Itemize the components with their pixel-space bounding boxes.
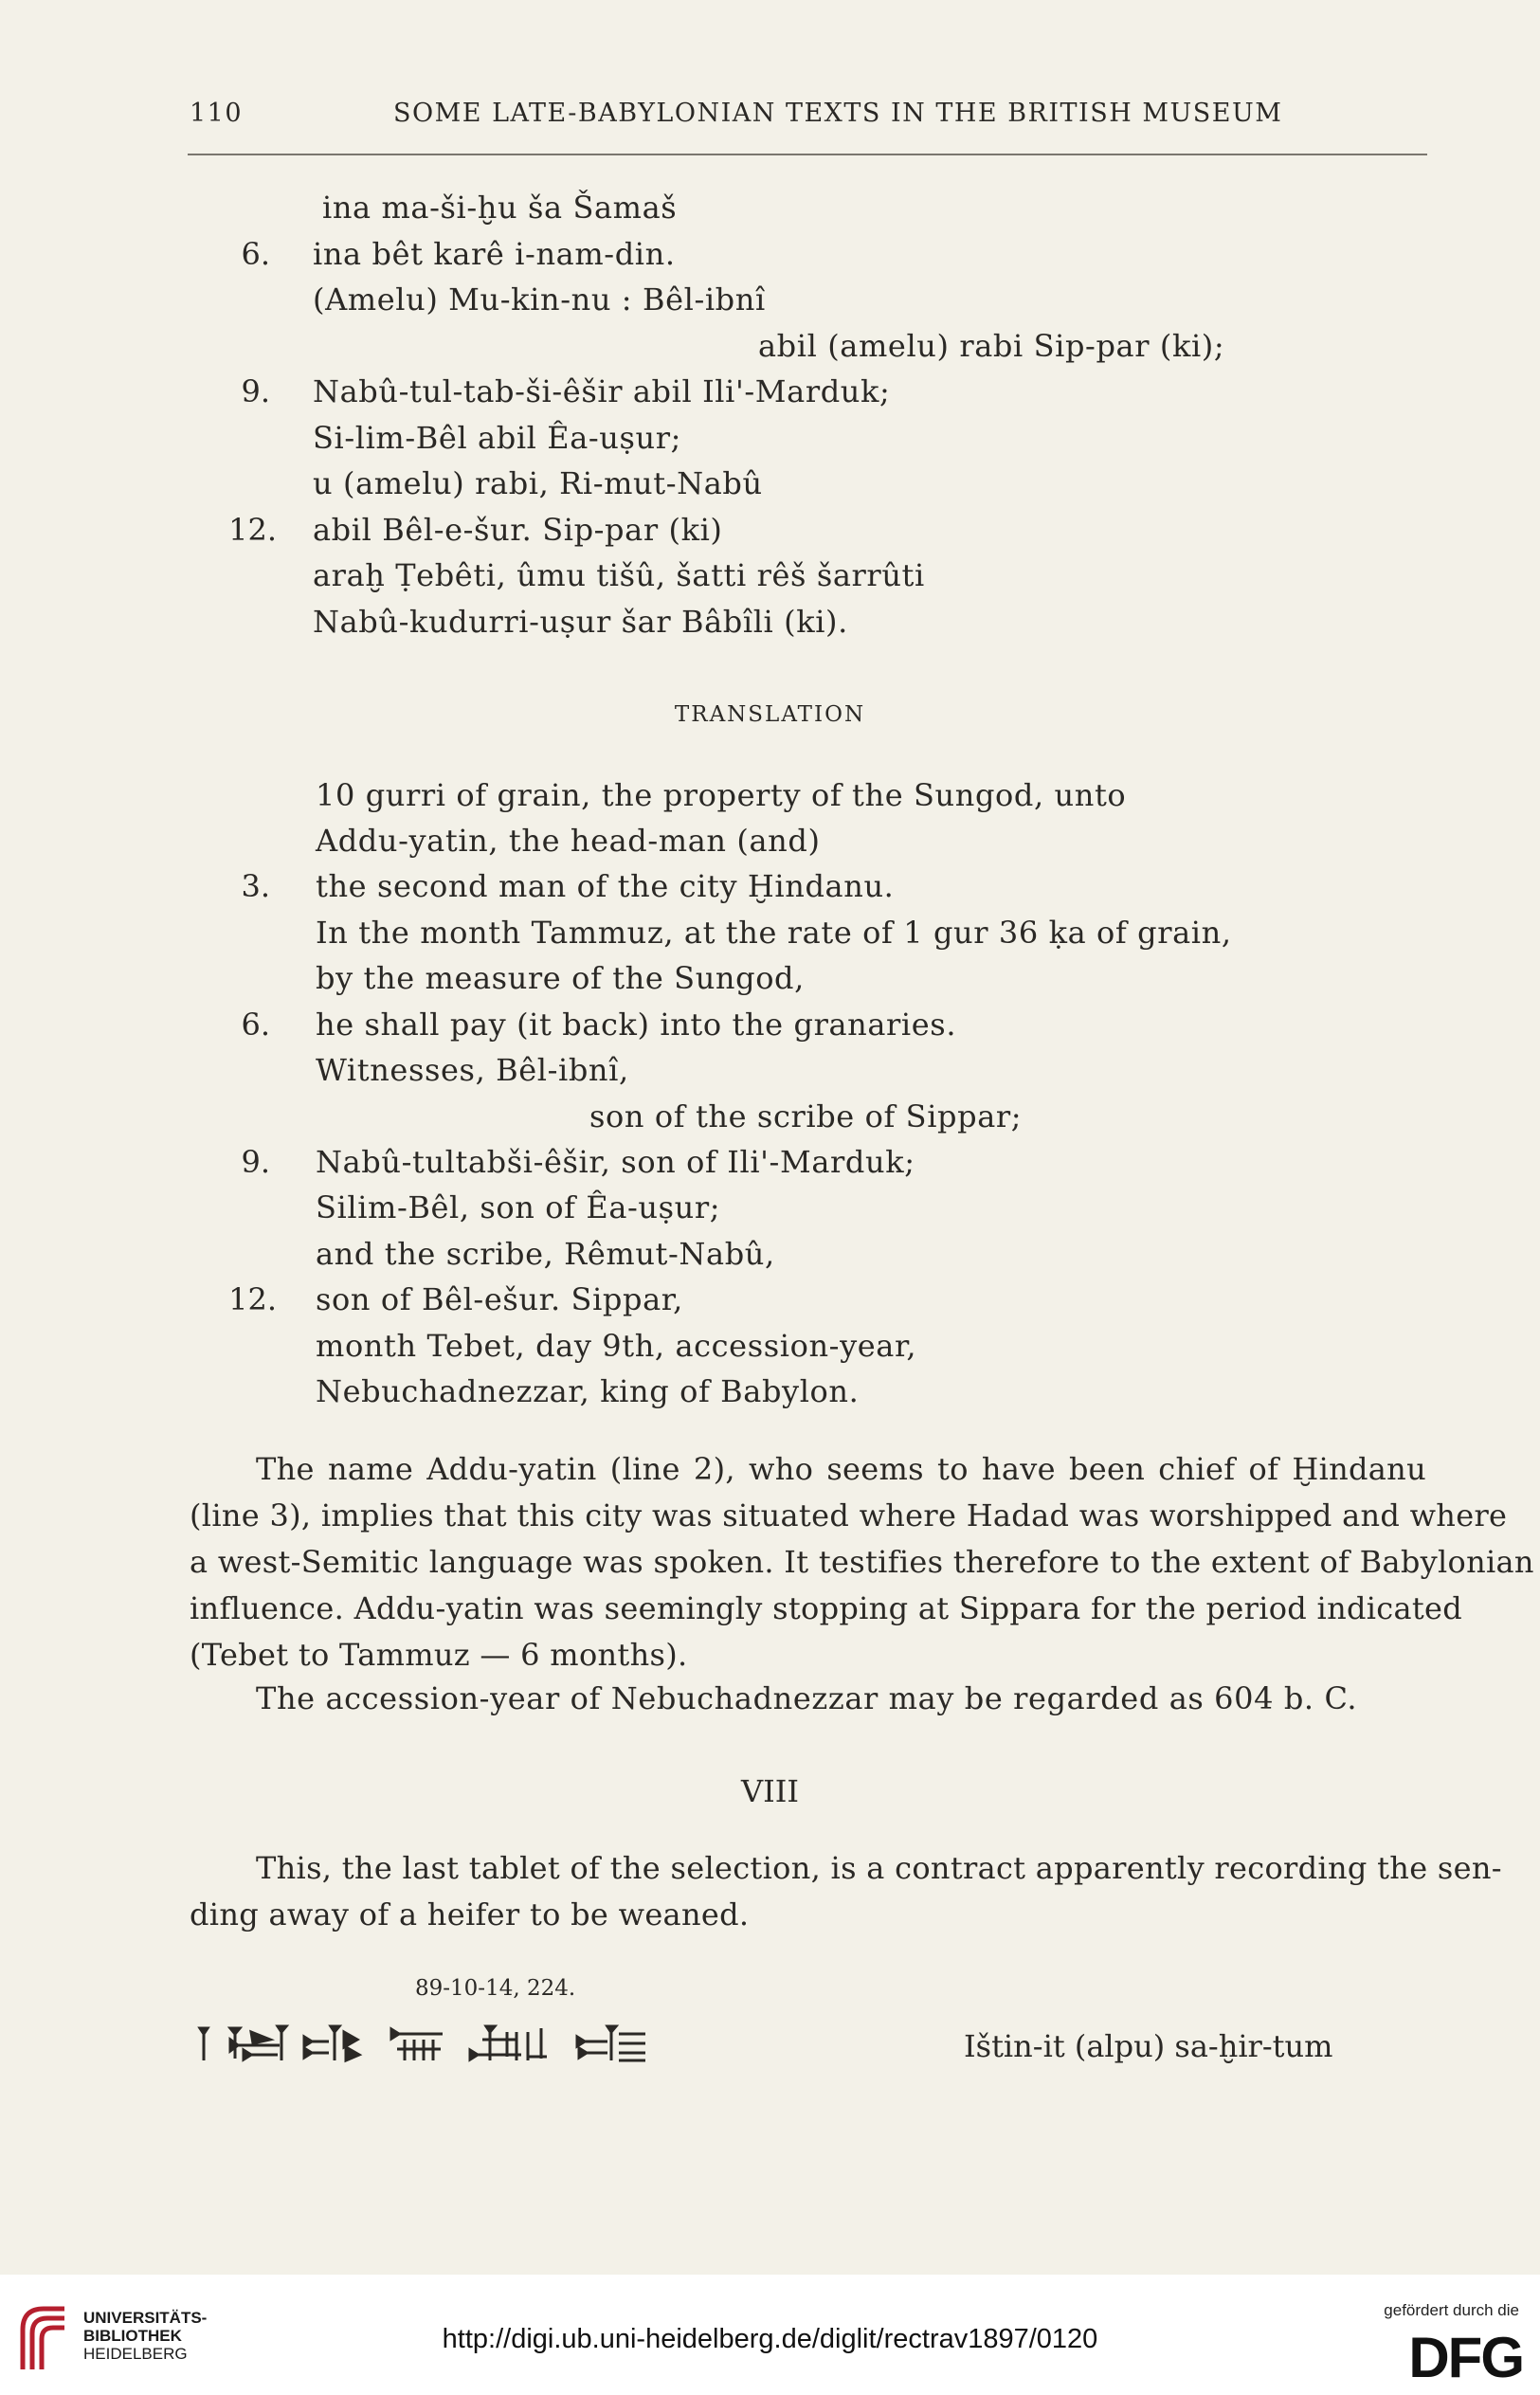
translation-line: and the scribe, Rêmut-Nabû, [316,1236,775,1272]
translation-line: Nebuchadnezzar, king of Babylon. [316,1373,860,1409]
library-line: HEIDELBERG [83,2345,188,2363]
commentary-line: The accession-year of Nebuchadnezzar may be regarded as 604 b. C. [256,1680,1358,1716]
line-number: 3. [241,868,270,904]
paragraph-line: (line 3), implies that this city was situated where Hadad was worshipped and where [190,1497,1508,1533]
line-number: 6. [241,1007,270,1043]
translit-line: Nabû-tul-tab-ši-êšir abil Ili'-Marduk; [313,373,891,409]
header-rule [188,154,1427,155]
translation-line: Witnesses, Bêl-ibnî, [316,1052,629,1088]
paragraph-line: This, the last tablet of the selection, is a contract apparently recording the sen- [256,1850,1502,1886]
tablet-reference: 89-10-14, 224. [415,1976,576,2001]
section-heading: VIII [740,1773,800,1809]
library-line: BIBLIOTHEK [83,2327,182,2345]
translation-heading: TRANSLATION [674,702,866,727]
translit-line: (Amelu) Mu-kin-nu : Bêl-ibnî [313,281,766,318]
dfg-logo[interactable]: DFG [1408,2326,1523,2389]
translation-line: the second man of the city Ḫindanu. [316,868,895,904]
paragraph-line: (Tebet to Tammuz — 6 months). [190,1637,688,1673]
footer-bar [0,2275,1540,2395]
paragraph-line: influence. Addu-yatin was seemingly stopping at Sippara for the period indicated [190,1590,1463,1626]
paragraph-line: The name Addu-yatin (line 2), who seems to have been chief of Ḫindanu [256,1451,1426,1487]
tablet-transliteration: Ištin-it (alpu) sa-ḫir-tum [964,2028,1333,2064]
line-number: 12. [228,1281,277,1317]
translit-line: ina ma-ši-ḫu ša Šamaš [322,190,678,226]
library-line: UNIVERSITÄTS- [83,2309,208,2327]
cuneiform-glyphs-icon [194,2019,734,2064]
sponsor-caption: gefördert durch die [1384,2301,1519,2319]
line-number: 9. [241,1144,270,1180]
translit-line: Nabû-kudurri-uṣur šar Bâbîli (ki). [313,604,848,640]
translation-line: In the month Tammuz, at the rate of 1 gur 36 ḳa of grain, [316,915,1232,951]
translation-line: son of the scribe of Sippar; [589,1098,1023,1134]
paragraph-line: ding away of a heifer to be weaned. [190,1896,750,1932]
line-number: 12. [228,512,277,548]
translation-line: Addu-yatin, the head-man (and) [316,823,821,859]
translation-line: he shall pay (it back) into the granaries. [316,1007,957,1043]
commentary-paragraph [190,1446,1534,1678]
line-number: 6. [241,236,270,272]
translation-line: Nabû-tultabši-êšir, son of Ili'-Marduk; [316,1144,915,1180]
translation-line: by the measure of the Sungod, [316,960,805,996]
translation-line: son of Bêl-ešur. Sippar, [316,1281,683,1317]
line-number: 9. [241,373,270,409]
translit-line: Si-lim-Bêl abil Êa-uṣur; [313,420,682,456]
translit-line: u (amelu) rabi, Ri-mut-Nabû [313,465,763,501]
paragraph-line: a west-Semitic language was spoken. It testifies therefore to the extent of Babylonian [190,1544,1534,1580]
section-intro-paragraph [190,1845,1502,1938]
running-title: SOME LATE-BABYLONIAN TEXTS IN THE BRITISH MUSEUM [393,99,1283,128]
translation-line: 10 gurri of grain, the property of the Sungod, unto [316,777,1127,813]
translit-line: ina bêt karê i-nam-din. [313,236,676,272]
translit-line: abil (amelu) rabi Sip-par (ki); [758,328,1225,364]
permalink-url[interactable]: http://digi.ub.uni-heidelberg.de/diglit/rectrav1897/0120 [442,2324,1098,2354]
translation-line: Silim-Bêl, son of Êa-uṣur; [316,1189,721,1225]
page-number: 110 [190,99,244,128]
translit-line: abil Bêl-e-šur. Sip-par (ki) [313,512,723,548]
translation-line: month Tebet, day 9th, accession-year, [316,1328,917,1364]
translit-line: araḫ Ṭebêti, ûmu tišû, šatti rêš šarrûti [313,557,925,593]
cuneiform-signs [194,2019,734,2064]
